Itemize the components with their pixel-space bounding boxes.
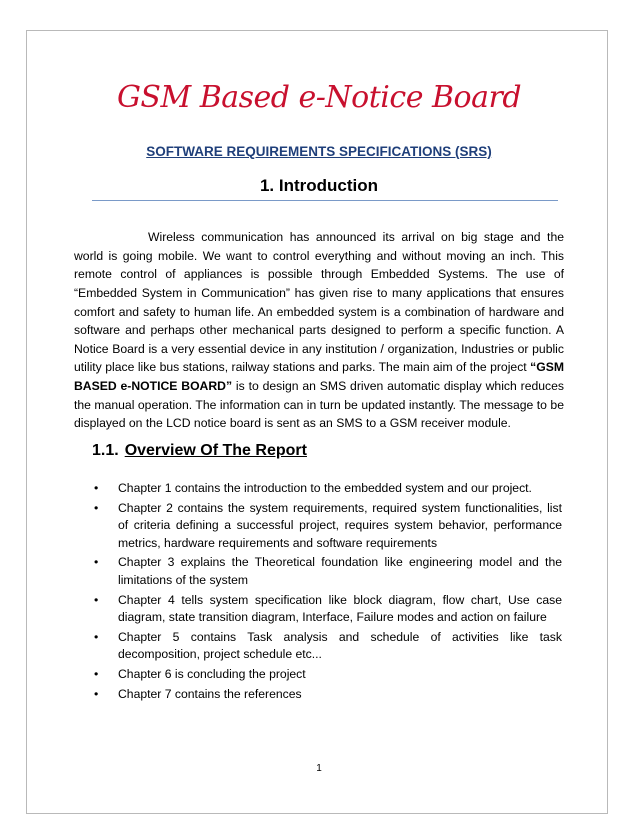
bullet-icon: •: [94, 555, 99, 570]
heading-divider: [92, 200, 558, 201]
introduction-paragraph: [74, 228, 564, 433]
document-subtitle: SOFTWARE REQUIREMENTS SPECIFICATIONS (SRS): [146, 144, 492, 159]
bullet-icon: •: [94, 629, 99, 644]
list-item: [90, 554, 562, 589]
project-name-bold: “GSM BASED e-NOTICE BOARD”: [74, 360, 564, 393]
section-heading-introduction: 1. Introduction: [259, 176, 379, 195]
bullet-icon: •: [94, 500, 99, 515]
chapter-list: [90, 480, 562, 705]
bullet-icon: •: [94, 592, 99, 607]
intro-text-part1: Wireless communication has announced its arrival on big stage and the world is going mobile. We want to control everything and without moving an inch. This remote control of appliances is possible through Embedded Systems. The use of “Embedded System in Communication” has given rise to many applications that ensures comfort and safety to human life. An embedded system is a combination of hardware and software and perhaps other mechanical parts designed to perform a specific function. A Notice Board is a very essential device in any institution / organization, Industries or public utility place like bus stations, railway stations and parks. The main aim of the project: [74, 230, 564, 375]
subsection-heading: [92, 442, 307, 460]
list-item-text: Chapter 7 contains the references: [118, 686, 302, 701]
list-item: [90, 592, 562, 627]
page-number: 1: [316, 763, 322, 774]
list-item: [90, 500, 562, 553]
list-item-text: Chapter 6 is concluding the project: [118, 666, 306, 681]
list-item-text: Chapter 2 contains the system requirements, required system functionalities, list of criteria defining a successful project, requires system behavior, performance metrics, hardware requirements and software requirements: [118, 500, 562, 550]
bullet-icon: •: [94, 481, 99, 495]
list-item-text: Chapter 4 tells system specification like block diagram, flow chart, Use case diagram, state transition diagram, Interface, Failure modes and action on failure: [118, 592, 562, 625]
list-item-text: Chapter 1 contains the introduction to the embedded system and our project.: [118, 481, 532, 495]
list-item: [90, 480, 562, 498]
bullet-icon: •: [94, 686, 99, 701]
list-item: [90, 686, 562, 704]
list-item: [90, 629, 562, 664]
bullet-icon: •: [94, 666, 99, 681]
document-title: GSM Based e-Notice Board: [116, 80, 522, 115]
list-item: [90, 666, 562, 684]
list-item-text: Chapter 3 explains the Theoretical foundation like engineering model and the limitations of the system: [118, 555, 562, 587]
list-item-text: Chapter 5 contains Task analysis and schedule of activities like task decomposition, project schedule etc...: [118, 629, 562, 662]
subsection-title: Overview Of The Report: [124, 442, 307, 459]
intro-text-part2: is to design an SMS driven automatic display which reduces the manual operation. The information can in turn be updated instantly. The message to be displayed on the LCD notice board is sent as an SMS to a GSM receiver module.: [74, 378, 564, 431]
subsection-number: 1.1.: [92, 442, 119, 459]
